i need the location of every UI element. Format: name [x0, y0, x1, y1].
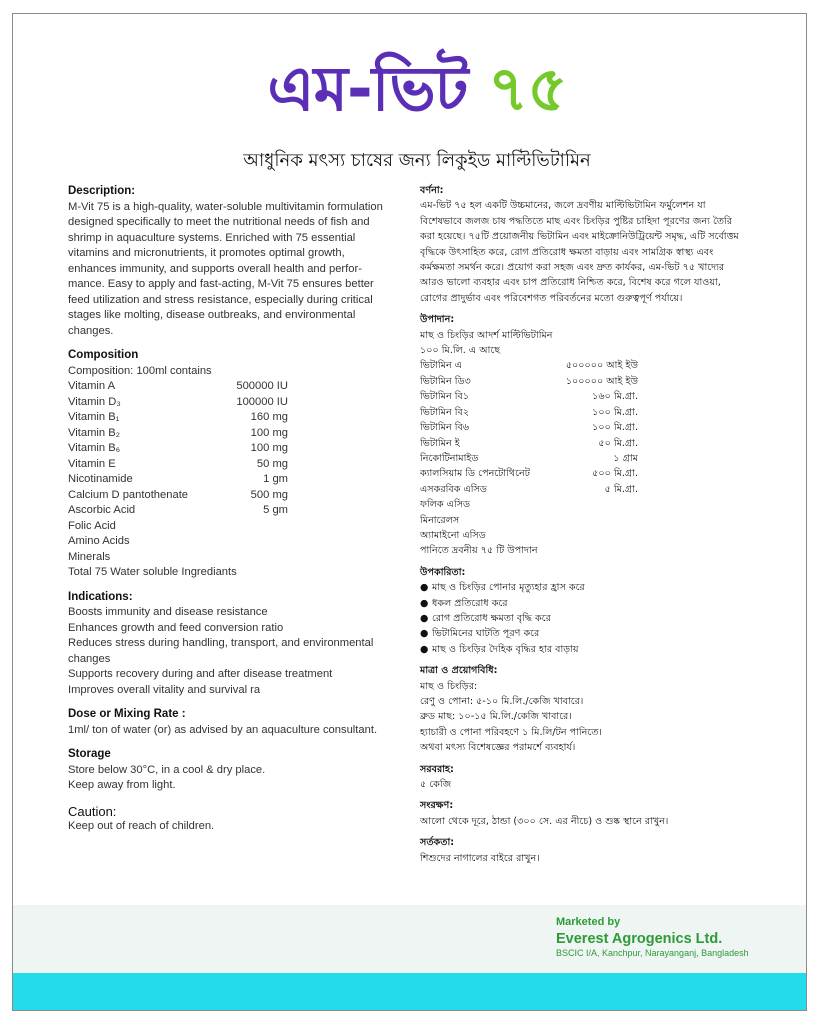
en-description	[68, 200, 386, 340]
en-composition-heading: Composition	[68, 349, 139, 361]
bn-dose-line: রেণু ও পোনা: ৫-১০ মি.লি./কেজি খাবারে।	[420, 696, 584, 707]
product-subtitle: আধুনিক মৎস্য চাষের জন্য লিকুইড মাল্টিভিটামিন	[243, 150, 591, 171]
ingredient-name: ভিটামিন ই	[420, 437, 460, 449]
en-description-line: feed utilization and stress resistance, especially during critical	[68, 293, 373, 306]
bn-benefit-text: ধকল প্রতিরোধ করে	[432, 597, 508, 609]
ingredient-name: Total 75 Water soluble Ingrediants	[68, 566, 237, 578]
ingredient-name: ভিটামিন বি১	[420, 391, 470, 403]
bullet-icon: ●	[420, 597, 429, 609]
bn-description-heading: বর্ণনা:	[420, 185, 444, 196]
en-dose-text: 1ml/ ton of water (or) as advised by an aquaculture consultant.	[68, 723, 378, 736]
product-title-number: ৭৫	[488, 52, 567, 125]
en-composition-row	[68, 534, 288, 550]
bullet-icon: ●	[420, 612, 429, 624]
ingredient-value: 100000 IU	[236, 395, 288, 408]
bn-benefit-item	[420, 626, 778, 641]
bangla-column	[420, 183, 778, 866]
en-indications-heading: Indications:	[68, 590, 133, 603]
bn-composition-row	[420, 451, 638, 466]
en-indication-line: Improves overall vitality and survival ra	[68, 683, 261, 696]
bn-dose-heading: মাত্রা ও প্রয়োগবিধি:	[420, 665, 498, 677]
ingredient-value: 50 mg	[256, 457, 288, 470]
bn-benefit-item	[420, 580, 778, 595]
english-column	[68, 184, 386, 835]
en-description-line: vitamins and micronutrients, it promotes optimal growth,	[68, 247, 345, 259]
bn-composition-row	[420, 420, 638, 435]
bn-composition-heading: উপাদান:	[420, 314, 455, 326]
ingredient-name: Vitamin B₆	[68, 442, 121, 454]
bullet-icon: ●	[420, 643, 429, 655]
ingredient-value: ৫০০০০০ আই ইউ	[565, 360, 638, 372]
bn-composition-row	[420, 405, 638, 420]
bn-supply-heading: সরবরাহ:	[420, 763, 454, 775]
en-composition-row	[68, 550, 288, 566]
ingredient-name: Ascorbic Acid	[68, 504, 136, 516]
ingredient-name: ভিটামিন বি৬	[420, 422, 470, 434]
ingredient-value: ১ গ্রাম	[613, 452, 638, 464]
bn-description-line: কর্মক্ষমতা সমর্থন করে। প্রয়োগ করা সহজ এবং দ্রুত কার্যকর, এম-ভিট ৭৫ খাদ্যের	[420, 262, 725, 274]
ingredient-name: এসকরবিক এসিড	[420, 483, 487, 495]
bn-composition-row	[420, 466, 638, 481]
bn-storage-heading: সংরক্ষণ:	[420, 800, 454, 812]
marketed-by-label: Marketed by	[556, 916, 621, 928]
en-composition-row	[68, 503, 288, 519]
ingredient-value: 100 mg	[250, 442, 288, 454]
bn-benefit-item	[420, 611, 778, 626]
ingredient-name: ভিটামিন এ	[420, 360, 463, 372]
en-storage-heading: Storage	[68, 748, 111, 760]
en-composition-row	[68, 519, 288, 535]
ingredient-value: 100 mg	[250, 426, 288, 439]
ingredient-value: ১৬০ মি.গ্রা.	[592, 391, 638, 403]
en-composition-list	[68, 379, 386, 581]
bn-benefit-text: মাছ ও চিংড়ির দৈহিক বৃদ্ধির হার বাড়ায়	[432, 643, 579, 655]
ingredient-name: ফলিক এসিড	[420, 499, 471, 511]
bullet-icon: ●	[420, 628, 429, 640]
bn-composition-row	[420, 358, 638, 373]
bn-composition-row	[420, 513, 638, 528]
en-description-line: mance. Easy to apply and fast-acting, M-Vit 75 ensures better	[68, 278, 374, 290]
en-description-line: designed specifically to meet the nutritional needs of fish and	[68, 216, 370, 228]
en-description-line: shrimp in aquaculture systems. Enriched with 75 essential	[68, 231, 356, 244]
ingredient-value: ৫০০ মি.গ্রা.	[592, 468, 638, 480]
footer-color-bar	[13, 973, 806, 1010]
ingredient-name: পানিতে দ্রবনীয় ৭৫ টি উপাদান	[420, 545, 538, 557]
en-description-line: enhances immunity, and supports overall health and perfor-	[68, 262, 362, 275]
en-composition-row	[68, 488, 288, 504]
company-address: BSCIC I/A, Kanchpur, Narayanganj, Bangladesh	[556, 948, 749, 958]
en-indication-line: Supports recovery during and after disease treatment	[68, 668, 333, 680]
ingredient-name: Vitamin A	[68, 380, 116, 392]
bn-description-line: করা হয়েছে। ৭৫টি প্রয়োজনীয় ভিটামিন এবং মাইক্রোনিউট্রিয়েন্ট সমৃদ্ধ, এটি সর্বোত্তম	[420, 231, 739, 243]
en-caution-text: Keep out of reach of children.	[68, 820, 215, 832]
ingredient-value: 5 gm	[263, 504, 288, 516]
en-storage-line: Store below 30°C, in a cool & dry place.	[68, 763, 266, 776]
bn-benefit-item	[420, 642, 778, 657]
en-description-line: M-Vit 75 is a high-quality, water-soluble multivitamin formulation	[68, 200, 383, 213]
bn-benefits-list	[420, 580, 778, 657]
en-description-heading: Description:	[68, 185, 136, 197]
bn-dose-line: ব্রুড মাছ: ১০-১৫ মি.লি./কেজি খাবারে।	[420, 711, 572, 723]
bn-benefits-heading: উপকারিতা:	[420, 566, 466, 578]
ingredient-value: 160 mg	[250, 411, 288, 423]
bn-composition-row	[420, 482, 638, 497]
en-indication-line: Boosts immunity and disease resistance	[68, 606, 268, 618]
en-caution-heading: Caution:	[68, 803, 117, 819]
en-composition-row	[68, 395, 288, 411]
en-description-line: changes.	[68, 324, 114, 337]
ingredient-value: 500000 IU	[236, 380, 288, 392]
bn-benefit-text: রোগ প্রতিরোধ ক্ষমতা বৃদ্ধি করে	[432, 612, 551, 624]
en-composition-row	[68, 379, 288, 395]
bn-description-line: এম-ভিট ৭৫ হল একটি উচ্চমানের, জলে দ্রবণীয় মাল্টিভিটামিন ফর্মুলেশন যা	[420, 200, 706, 212]
product-title	[0, 44, 834, 134]
ingredient-name: মিনারেলস	[420, 514, 460, 526]
ingredient-value: 1 gm	[263, 473, 288, 485]
bn-benefit-item	[420, 596, 778, 611]
en-composition-row	[68, 457, 288, 473]
ingredient-name: Calcium D pantothenate	[68, 488, 189, 501]
ingredient-name: Vitamin D₃	[68, 395, 121, 408]
bn-supply-text: ৫ কেজি	[420, 779, 452, 791]
bn-caution-heading: সর্তকতা:	[420, 837, 455, 849]
bn-dose-line: মাছ ও চিংড়ির:	[420, 680, 478, 692]
bn-composition-intro: ১০০ মি.লি. এ আছে	[420, 345, 501, 357]
ingredient-name: ভিটামিন বি২	[420, 406, 470, 418]
bn-description-line: আরও ভালো ব্যবহার এবং চাপ প্রতিরোধ নিশ্চিত করে, বিশেষ করে গলে যাওয়া,	[420, 277, 721, 289]
bn-composition-row	[420, 389, 638, 404]
en-description-line: stages like molting, disease outbreaks, and environmental	[68, 309, 356, 321]
ingredient-name: ক্যালসিয়াম ডি পেনটোথিনেট	[420, 468, 530, 480]
ingredient-value: ৫০ মি.গ্রা.	[598, 437, 638, 449]
bn-composition-row	[420, 374, 638, 389]
bn-description-line: রোগের প্রাদুর্ভাব এবং পরিবেশগত পরিবর্তনের মতো গুরুত্বপূর্ণ পর্যায়ে।	[420, 292, 683, 304]
en-storage-line: Keep away from light.	[68, 779, 176, 791]
bn-dose-line: হ্যাচারী ও পোনা পরিবহণে ১ মি.লি/টন পানিতে।	[420, 726, 602, 738]
en-indications	[68, 605, 386, 698]
bn-benefit-text: ভিটামিনের ঘাটতি পূরণ করে	[432, 628, 540, 640]
bn-composition-row	[420, 543, 638, 558]
en-composition-row	[68, 410, 288, 426]
bn-description	[420, 198, 778, 306]
en-indication-line: changes	[68, 652, 111, 665]
marketer-block	[556, 916, 749, 958]
bn-composition-row	[420, 497, 638, 512]
bn-description-line: বৃদ্ধিকে উৎসাহিত করে, রোগ প্রতিরোধ ক্ষমতা বাড়ায় এবং সামগ্রিক স্বাস্থ্য এবং	[420, 246, 714, 258]
bullet-icon: ●	[420, 582, 429, 594]
company-name: Everest Agrogenics Ltd.	[556, 931, 723, 947]
ingredient-name: Vitamin E	[68, 457, 116, 470]
ingredient-value: ১০০০০০ আই ইউ	[565, 375, 638, 387]
en-indication-line: Reduces stress during handling, transport, and environmental	[68, 637, 374, 649]
bn-composition-row	[420, 436, 638, 451]
ingredient-name: Folic Acid	[68, 519, 116, 532]
ingredient-name: ভিটামিন ডি৩	[420, 375, 471, 387]
ingredient-value: ৫ মি.গ্রা.	[604, 483, 638, 495]
en-composition-row	[68, 426, 288, 442]
ingredient-name: Minerals	[68, 550, 111, 563]
en-composition-row	[68, 472, 288, 488]
product-title-main: এম-ভিট	[267, 52, 468, 125]
ingredient-name: অ্যামাইনো এসিড	[420, 529, 486, 541]
ingredient-name: Vitamin B₂	[68, 426, 121, 439]
ingredient-name: Amino Acids	[68, 535, 130, 547]
en-composition-row	[68, 565, 368, 581]
ingredient-name: নিকোটিনামাইড	[420, 452, 479, 464]
bn-description-line: বিশেষভাবে জলজ চাষ পদ্ধতিতে মাছ এবং চিংড়ির পুষ্টির চাহিদা পূরণের জন্য তৈরি	[420, 215, 733, 227]
en-composition-intro: Composition: 100ml contains	[68, 364, 212, 377]
ingredient-value: ১০০ মি.গ্রা.	[592, 422, 638, 434]
ingredient-name: Vitamin B₁	[68, 411, 120, 423]
bn-composition-intro: মাছ ও চিংড়ির আদর্শ মাল্টিভিটামিন	[420, 329, 553, 341]
ingredient-name: Nicotinamide	[68, 473, 133, 485]
bn-storage-text: আলো থেকে দূরে, ঠান্ডা (৩০০ সে. এর নীচে) ও শুষ্ক স্থানে রাখুন।	[420, 815, 669, 827]
bn-composition-list	[420, 358, 778, 558]
en-composition-row	[68, 441, 288, 457]
bn-dose-line: অথবা মৎস্য বিশেষজ্ঞের পরামর্শে ব্যবহার্য।	[420, 742, 576, 754]
ingredient-value: ১০০ মি.গ্রা.	[592, 406, 638, 418]
en-dose-heading: Dose or Mixing Rate :	[68, 708, 186, 720]
bn-composition-row	[420, 528, 638, 543]
bn-benefit-text: মাছ ও চিংড়ির পোনার মৃত্যুহার হ্রাস করে	[432, 582, 585, 594]
bn-caution-text: শিশুদের নাগালের বাইরে রাখুন।	[420, 852, 540, 864]
ingredient-value: 500 mg	[250, 488, 288, 501]
en-indication-line: Enhances growth and feed conversion ratio	[68, 621, 284, 634]
